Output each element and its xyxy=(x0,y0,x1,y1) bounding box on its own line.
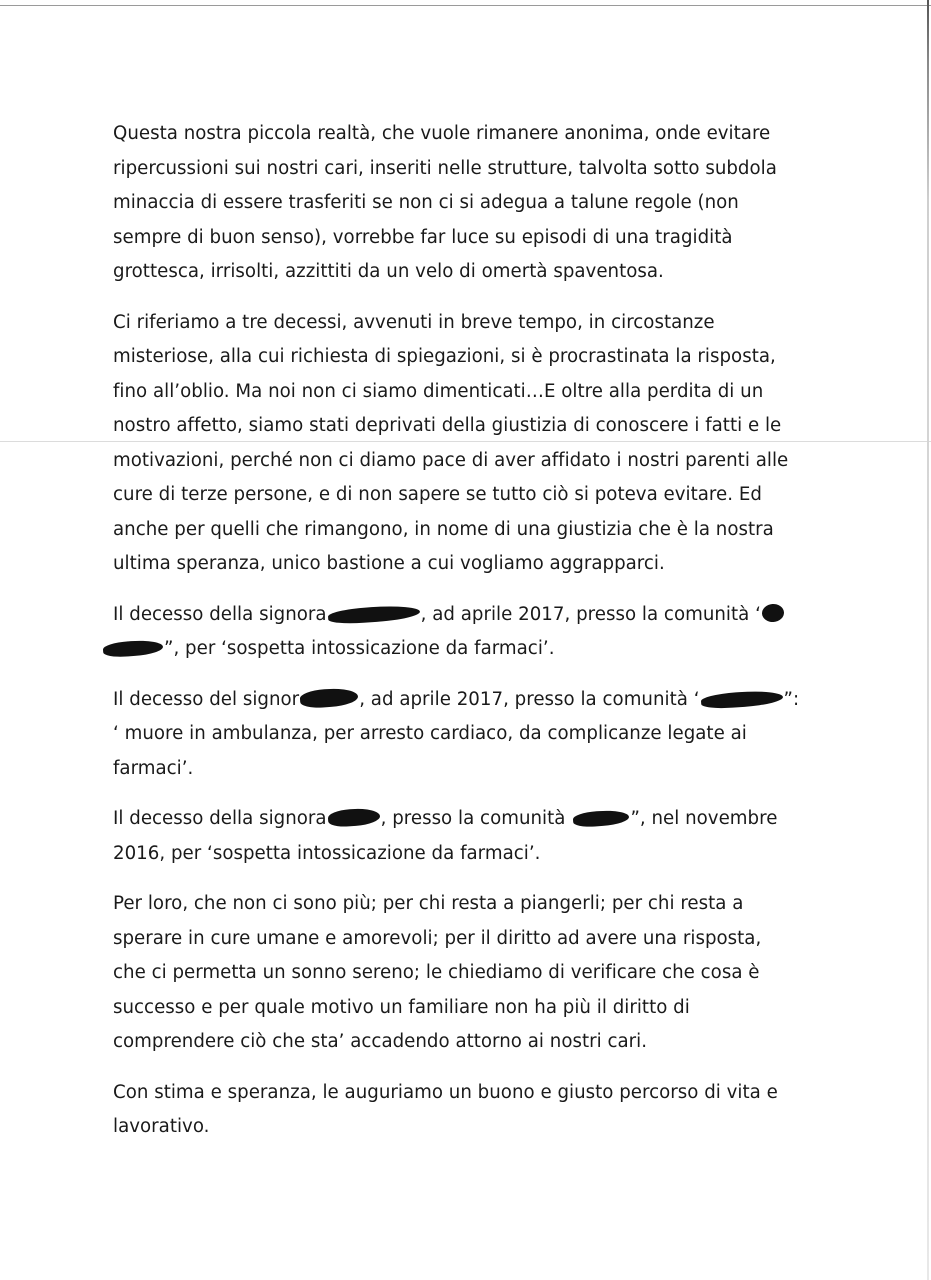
text-line xyxy=(113,802,843,837)
text-segment: ”, per ‘sospetta intossicazione da farmaci’. xyxy=(164,638,555,659)
text-segment: , ad aprile 2017, presso la comunità ‘ xyxy=(359,688,700,710)
text-line: sperare in cure umane e amorevoli; per il diritto ad avere una risposta, xyxy=(113,927,762,949)
text-segment: , presso la comunità xyxy=(380,808,566,829)
text-line: ultima speranza, unico bastione a cui vogliamo aggrapparci. xyxy=(113,553,665,574)
text-line: anche per quelli che rimangono, in nome di una giustizia che è la nostra xyxy=(113,518,774,540)
text-line: successo e per quale motivo un familiare non ha più il diritto di xyxy=(113,996,690,1018)
text-segment: , ad aprile 2017, presso la comunità ‘ xyxy=(420,603,761,625)
text-line: sempre di buon senso), vorrebbe far luce su episodi di una tragidità xyxy=(113,226,733,248)
text-line: misteriose, alla cui richiesta di spiegazioni, si è procrastinata la risposta, xyxy=(113,346,776,367)
paragraph-death-1 xyxy=(113,598,843,667)
text-line: motivazioni, perché non ci diamo pace di aver affidato i nostri parenti alle xyxy=(113,449,789,471)
redaction-mark xyxy=(103,639,164,658)
text-line: Ci riferiamo a tre decessi, avvenuti in breve tempo, in circostanze xyxy=(113,311,715,333)
text-line: Questa nostra piccola realtà, che vuole rimanere anonima, onde evitare xyxy=(113,123,771,144)
text-line: Con stima e speranza, le auguriamo un buono e giusto percorso di vita e xyxy=(113,1081,778,1103)
text-segment: ”, nel novembre xyxy=(630,808,778,829)
text-line: Per loro, che non ci sono più; per chi resta a piangerli; per chi resta a xyxy=(113,893,744,914)
paragraph-closing xyxy=(113,1076,843,1145)
text-line xyxy=(113,598,843,633)
text-line: minaccia di essere trasferiti se non ci si adegua a talune regole (non xyxy=(113,192,739,213)
redaction-mark xyxy=(327,807,380,828)
scan-border-top xyxy=(0,5,931,6)
scan-border-right xyxy=(927,0,929,1280)
text-line: grottesca, irrisolti, azzittiti da un velo di omertà spaventosa. xyxy=(113,261,664,282)
redaction-mark xyxy=(327,603,420,624)
text-segment: Il decesso della signora xyxy=(113,808,327,829)
paragraph-request xyxy=(113,887,843,1060)
letter-body xyxy=(113,117,843,1161)
text-line xyxy=(113,632,843,667)
text-segment: Il decesso del signor xyxy=(113,688,300,710)
text-segment: ”: xyxy=(783,688,800,710)
text-line: 2016, per ‘sospetta intossicazione da farmaci’. xyxy=(113,842,541,864)
text-line: ‘ muore in ambulanza, per arresto cardiaco, da complicanze legate ai xyxy=(113,723,747,744)
text-line: lavorativo. xyxy=(113,1116,210,1137)
paragraph-death-2 xyxy=(113,683,843,787)
text-line: farmaci’. xyxy=(113,757,194,779)
text-line: nostro affetto, siamo stati deprivati della giustizia di conoscere i fatti e le xyxy=(113,415,782,436)
text-line: cure di terze persone, e di non sapere se tutto ciò si poteva evitare. Ed xyxy=(113,484,762,505)
redaction-mark xyxy=(761,603,784,622)
text-line: comprendere ciò che sta’ accadendo attorno ai nostri cari. xyxy=(113,1031,648,1052)
text-line xyxy=(113,683,843,718)
redaction-mark xyxy=(300,686,359,708)
paragraph-intro xyxy=(113,117,843,290)
text-line: che ci permetta un sonno sereno; le chiediamo di verificare che cosa è xyxy=(113,962,760,983)
paragraph-death-3 xyxy=(113,802,843,871)
text-segment: Il decesso della signora xyxy=(113,603,327,625)
text-line: ripercussioni sui nostri cari, inseriti nelle strutture, talvolta sotto subdola xyxy=(113,157,777,179)
text-line: fino all’oblio. Ma noi non ci siamo dimenticati…E oltre alla perdita di un xyxy=(113,380,764,402)
redaction-mark xyxy=(573,809,630,828)
paragraph-deaths-summary xyxy=(113,306,843,582)
redaction-mark xyxy=(700,689,783,710)
